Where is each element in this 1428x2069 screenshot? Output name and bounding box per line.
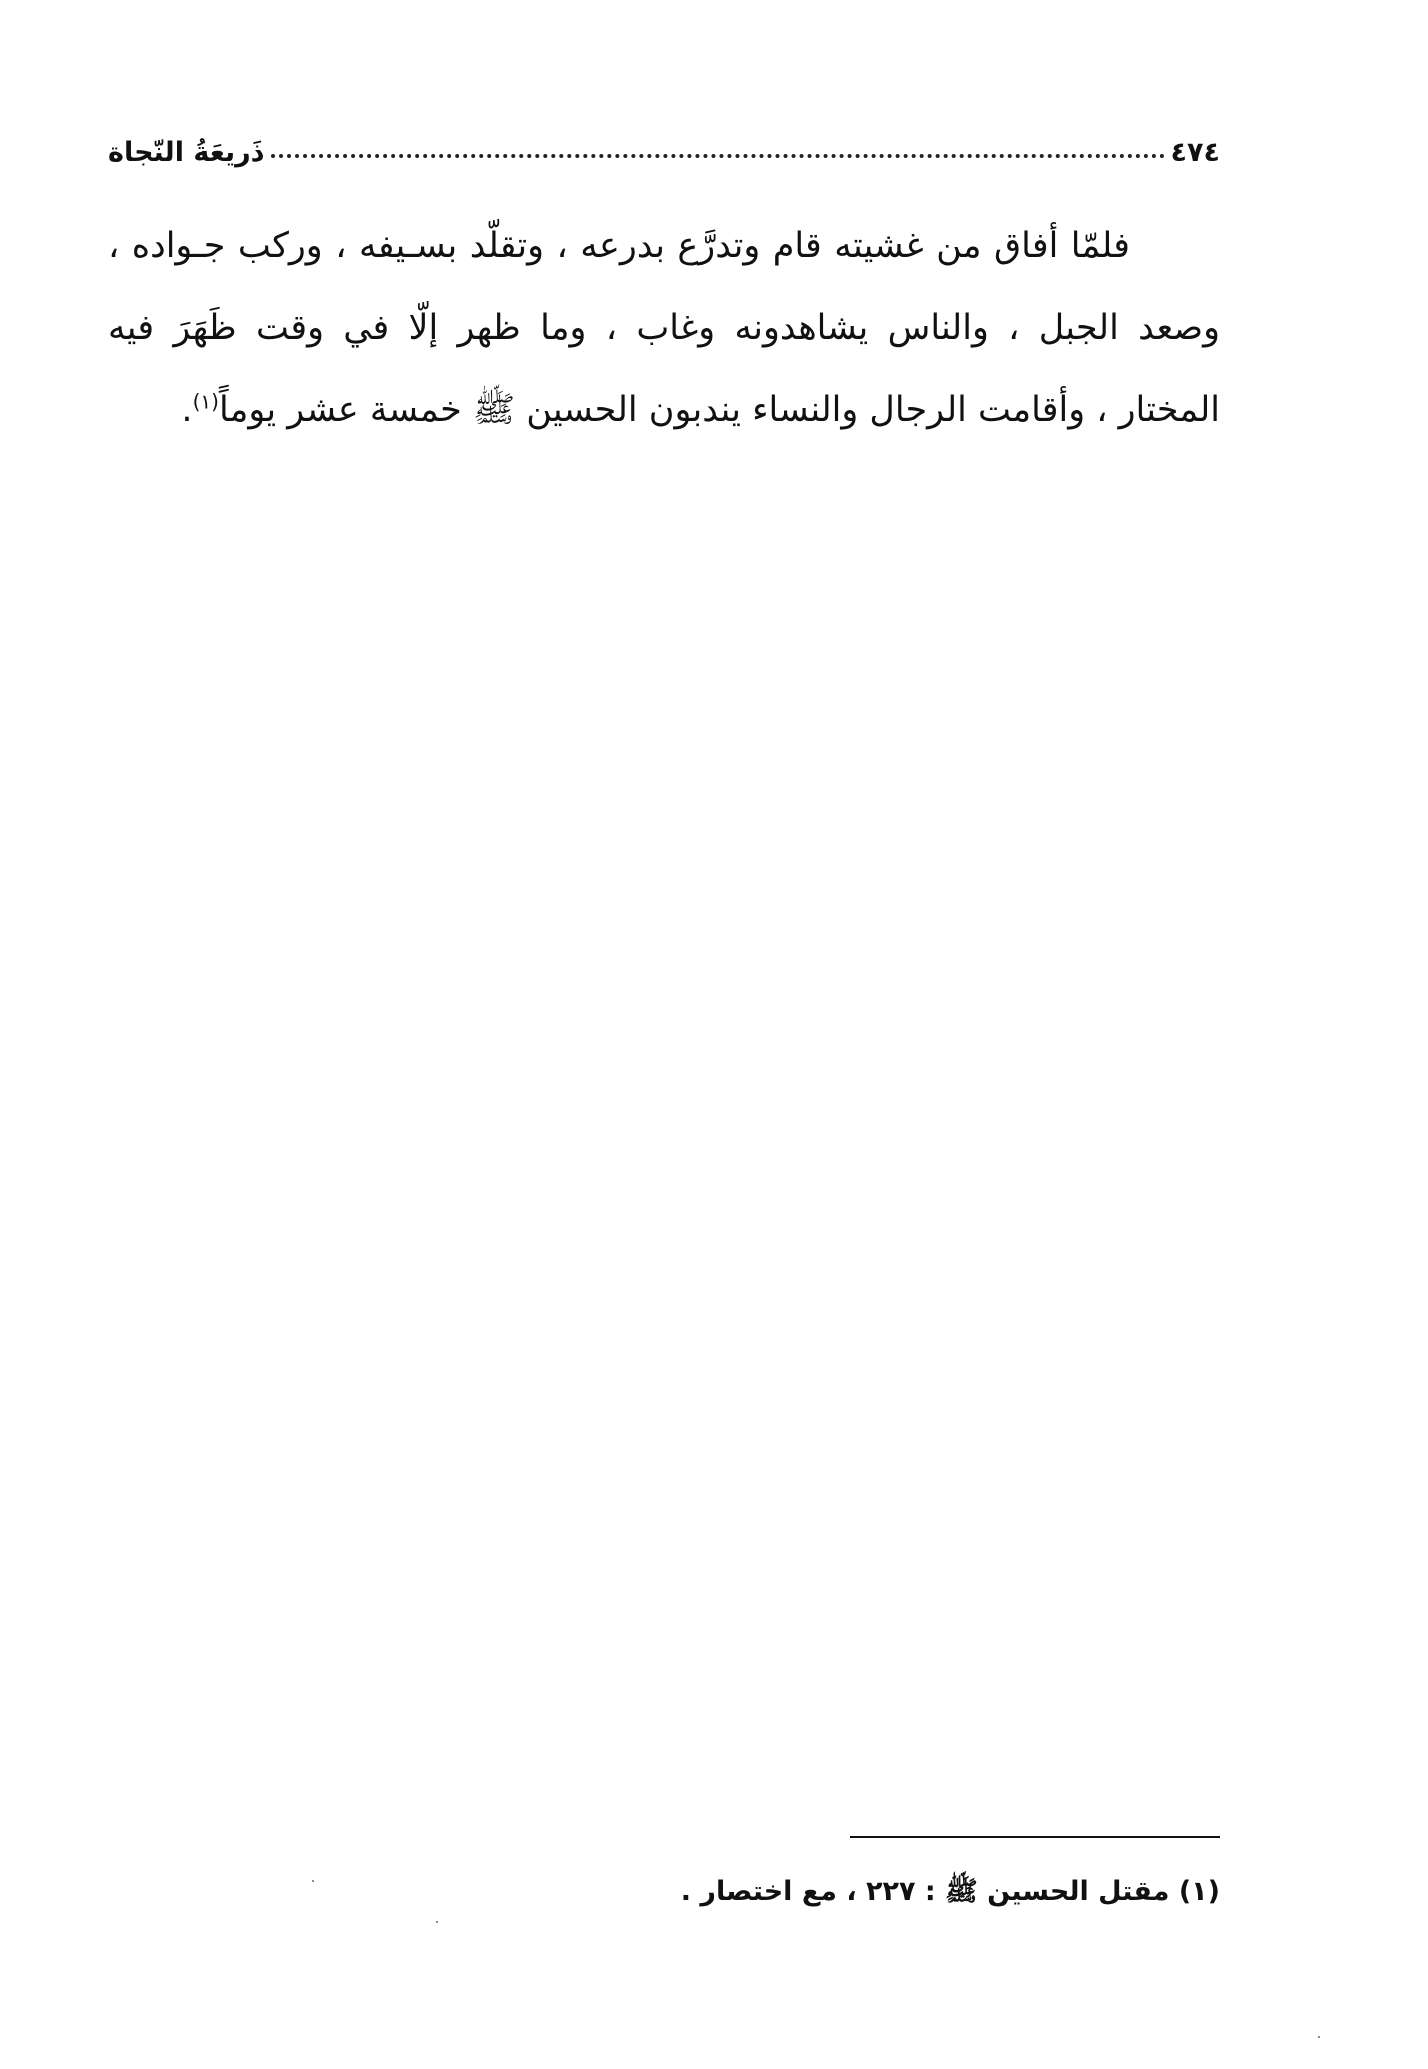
page-number: ٤٧٤ (1170, 137, 1220, 168)
main-text (108, 205, 1220, 451)
scan-speck (312, 1880, 314, 1882)
footnote-separator (850, 1836, 1220, 1838)
footnote-text: (١) مقتل الحسين ﷺ : ٢٢٧ ، مع اختصار . (680, 1876, 1220, 1907)
footnote (108, 1872, 1220, 1912)
footnote-reference[interactable]: (١) (192, 389, 219, 414)
header-dot-leader (271, 154, 1165, 158)
scan-speck (1318, 2036, 1320, 2038)
scan-speck (436, 1921, 438, 1923)
page-header (108, 118, 1220, 168)
paragraph-end: . (181, 390, 193, 430)
body-paragraph (108, 205, 1220, 451)
paragraph-text: فلمّا أفاق من غشيته قام وتدرَّع بدرعه ، وتقلّد بسـيفه ، وركب جـواده ، وصعد الجبل ، والناس يشاهدونه وغاب ، وما ظهر إلّا في وقت ظَهَرَ فيه المختار ، وأقامت الرجال والنساء يندبون الحسين ﷺ خمسة عشر يوماً (108, 226, 1220, 430)
running-title: ذَريعَةُ النّجاة (108, 137, 265, 168)
